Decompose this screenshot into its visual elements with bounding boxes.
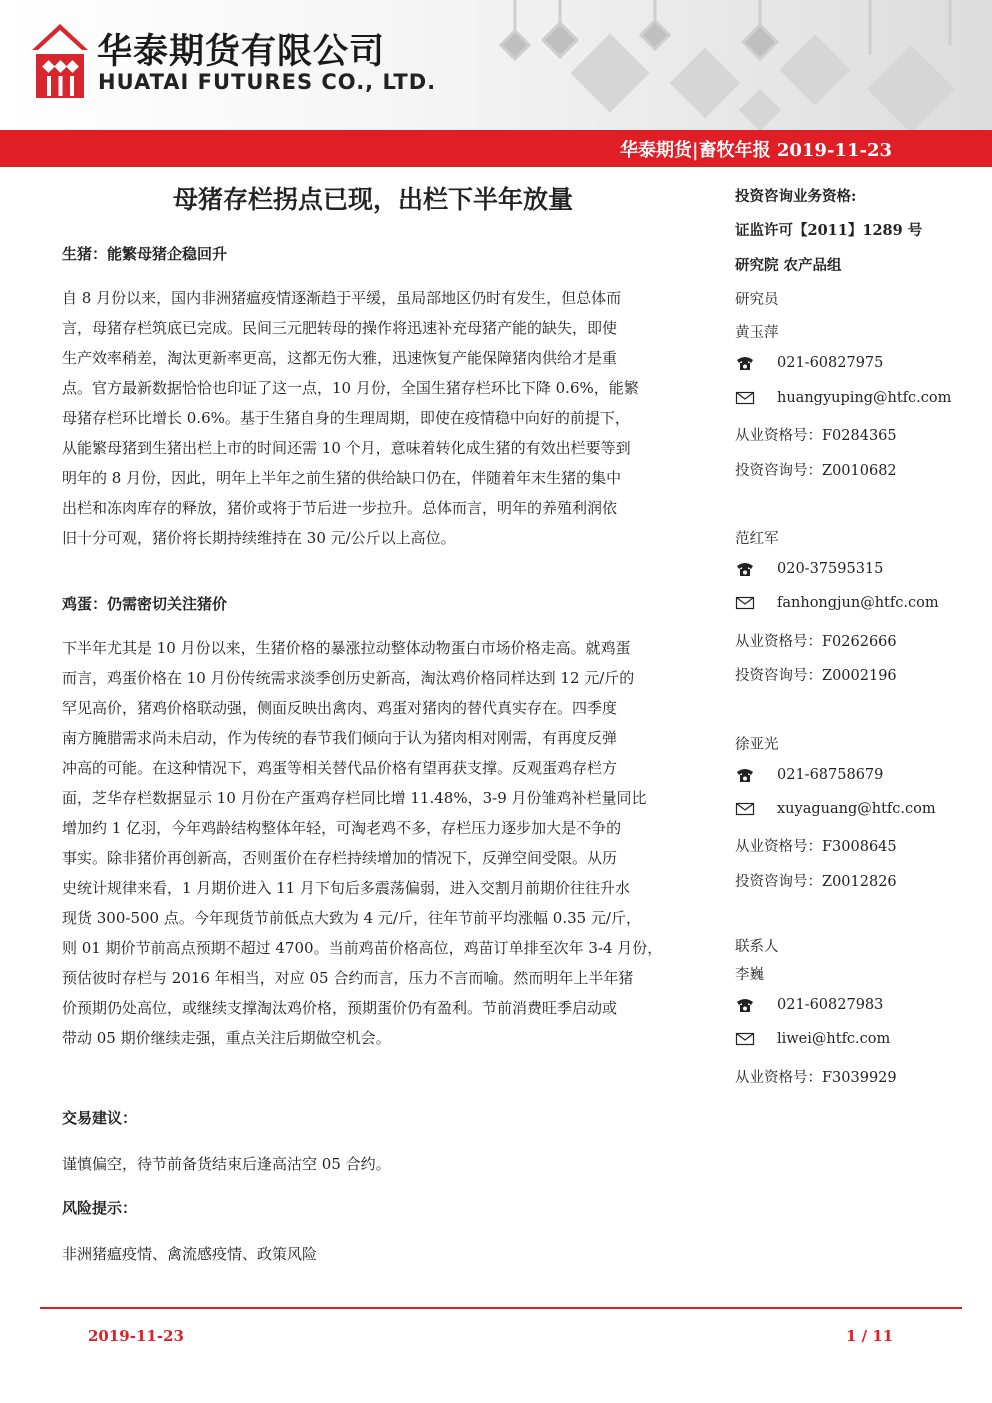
email-row — [735, 1031, 890, 1047]
text-line: 事实。除非猪价再创新高，否则蛋价在存栏持续增加的情况下，反弹空间受限。从历 — [62, 849, 618, 867]
footer-date: 2019-11-23 — [88, 1327, 184, 1345]
section-heading-egg: 鸡蛋：仍需密切关注猪价 — [62, 595, 228, 613]
report-title: 母猪存栏拐点已现，出栏下半年放量 — [172, 185, 573, 214]
phone-row — [735, 997, 883, 1013]
text-line: 下半年尤其是 10 月份以来，生猪价格的暴涨拉动整体动物蛋白市场价格走高。就鸡蛋 — [62, 639, 631, 657]
phone-icon — [735, 997, 755, 1013]
text-line: 则 01 期价节前高点预期不超过 4700。当前鸡苗价格高位，鸡苗订单排至次年 3-4 月份， — [62, 939, 663, 957]
text-line: 点。官方最新数据恰恰也印证了这一点，10 月份，全国生猪存栏环比下降 0.6%，能繁 — [62, 379, 639, 397]
envelope-icon — [735, 801, 755, 817]
text-line: 言，母猪存栏筑底已完成。民间三元肥转母的操作将迅速补充母猪产能的缺失，即使 — [62, 319, 618, 337]
text-line: 预估彼时存栏与 2016 年相当，对应 05 合约而言，压力不言而喻。然而明年上半年猪 — [62, 969, 634, 987]
qualification-number: 从业资格号：F0262666 — [735, 634, 897, 650]
qualification-number: 从业资格号：F3008645 — [735, 839, 897, 855]
text-line: 带动 05 期价继续走强，重点关注后期做空机会。 — [62, 1029, 391, 1047]
email-address[interactable]: xuyaguang@htfc.com — [777, 801, 936, 817]
advice-text: 谨慎偏空，待节前备货结束后逢高沽空 05 合约。 — [62, 1155, 391, 1173]
department: 研究院 农产品组 — [735, 257, 842, 274]
page-number: 1 / 11 — [846, 1327, 894, 1345]
report-tag: 华泰期货|畜牧年报 2019-11-23 — [620, 140, 892, 161]
qualification-number: 从业资格号：F0284365 — [735, 428, 897, 444]
envelope-icon — [735, 1031, 755, 1047]
phone-number: 021-60827983 — [777, 997, 884, 1013]
text-line: 而言，鸡蛋价格在 10 月份传统需求淡季创历史新高，淘汰鸡价格同样达到 12 元/斤的 — [62, 669, 635, 687]
text-line: 自 8 月份以来，国内非洲猪瘟疫情逐渐趋于平缓，虽局部地区仍时有发生，但总体而 — [62, 289, 622, 307]
risk-heading: 风险提示： — [62, 1199, 138, 1217]
person-name: 李巍 — [735, 967, 764, 983]
text-line: 南方腌腊需求尚未启动，作为传统的春节我们倾向于认为猪肉相对刚需，有再度反弹 — [62, 729, 618, 747]
email-address[interactable]: huangyuping@htfc.com — [777, 390, 952, 406]
text-line: 冲高的可能。在这种情况下，鸡蛋等相关替代品价格有望再获支撑。反观蛋鸡存栏方 — [62, 759, 618, 777]
text-line: 旧十分可观，猪价将长期持续维持在 30 元/公斤以上高位。 — [62, 529, 456, 547]
phone-number: 021-60827975 — [777, 355, 884, 371]
text-line: 价预期仍处高位，或继续支撑淘汰鸡价格，预期蛋价仍有盈利。节前消费旺季启动或 — [62, 999, 618, 1017]
text-line: 母猪存栏环比增长 0.6%。基于生猪自身的生理周期，即使在疫情稳中向好的前提下， — [62, 409, 630, 427]
phone-row — [735, 767, 883, 783]
person-name: 黄玉萍 — [735, 325, 779, 341]
risk-text: 非洲猪瘟疫情、禽流感疫情、政策风险 — [62, 1245, 318, 1263]
section-body-egg — [62, 633, 710, 1053]
qualification-number: 从业资格号：F3039929 — [735, 1070, 897, 1086]
text-line: 现货 300-500 点。今年现货节前低点大致为 4 元/斤，往年节前平均涨幅 0.35 元/斤， — [62, 909, 641, 927]
phone-icon — [735, 561, 755, 577]
page-header — [0, 0, 992, 130]
text-line: 增加约 1 亿羽，今年鸡龄结构整体年轻，可淘老鸡不多，存栏压力逐步加大是不争的 — [62, 819, 622, 837]
email-row — [735, 801, 936, 817]
person-name: 范红军 — [735, 531, 779, 547]
phone-icon — [735, 355, 755, 371]
email-address[interactable]: fanhongjun@htfc.com — [777, 595, 939, 611]
phone-icon — [735, 767, 755, 783]
email-row — [735, 595, 939, 611]
consult-number: 投资咨询号：Z0002196 — [735, 668, 897, 684]
consult-number: 投资咨询号：Z0012826 — [735, 874, 897, 890]
consult-number: 投资咨询号：Z0010682 — [735, 463, 897, 479]
researcher-label: 研究员 — [735, 292, 779, 308]
phone-row — [735, 355, 883, 371]
envelope-icon — [735, 390, 755, 406]
report-tag-bar — [0, 130, 992, 167]
text-line: 面，芝华存栏数据显示 10 月份在产蛋鸡存栏同比增 11.48%，3-9 月份雏鸡补栏量同比 — [62, 789, 647, 807]
company-name-en: HUATAI FUTURES CO., LTD. — [98, 70, 437, 94]
license-number: 证监许可【2011】1289 号 — [735, 222, 923, 239]
email-row — [735, 390, 951, 406]
text-line: 生产效率稍差，淘汰更新率更高，这都无伤大雅，迅速恢复产能保障猪肉供给才是重 — [62, 349, 618, 367]
qualification-label: 投资咨询业务资格: — [735, 188, 857, 205]
phone-number: 020-37595315 — [777, 561, 884, 577]
text-line: 出栏和冻肉库存的释放，猪价或将于节后进一步拉升。总体而言，明年的养殖利润依 — [62, 499, 618, 517]
text-line: 明年的 8 月份，因此，明年上半年之前生猪的供给缺口仍在，伴随着年末生猪的集中 — [62, 469, 622, 487]
company-name-cn: 华泰期货有限公司 — [97, 32, 386, 72]
email-address[interactable]: liwei@htfc.com — [777, 1031, 891, 1047]
text-line: 从能繁母猪到生猪出栏上市的时间还需 10 个月，意味着转化成生猪的有效出栏要等到 — [62, 439, 631, 457]
person-name: 徐亚光 — [735, 737, 779, 753]
text-line: 罕见高价，猪鸡价格联动强，侧面反映出禽肉、鸡蛋对猪肉的替代真实存在。四季度 — [62, 699, 618, 717]
section-heading-hog: 生猪：能繁母猪企稳回升 — [62, 245, 228, 263]
company-logo — [30, 22, 90, 100]
phone-row — [735, 561, 883, 577]
advice-heading: 交易建议： — [62, 1109, 138, 1127]
text-line: 史统计规律来看，1 月期价进入 11 月下旬后多震荡偏弱，进入交割月前期价往往升水 — [62, 879, 630, 897]
phone-number: 021-68758679 — [777, 767, 884, 783]
envelope-icon — [735, 595, 755, 611]
contact-label: 联系人 — [735, 939, 779, 955]
footer-divider — [40, 1307, 962, 1309]
section-body-hog — [62, 283, 710, 553]
